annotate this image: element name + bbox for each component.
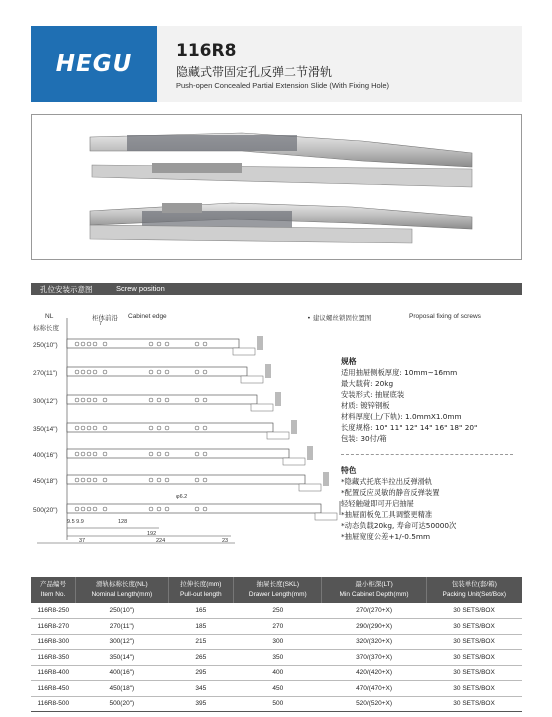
table-cell: 30 SETS/BOX: [426, 603, 522, 619]
dim-9: 9.5 9.9: [67, 519, 84, 525]
table-cell: 30 SETS/BOX: [426, 634, 522, 650]
row-label: 500(20"): [33, 507, 58, 514]
cabinet-edge-label-en: Cabinet edge: [128, 313, 167, 320]
rail-outline: [67, 449, 289, 458]
end-bracket: [323, 472, 329, 486]
table-cell: 350: [234, 650, 322, 666]
logo-text: HEGU: [55, 51, 133, 77]
table-row: [31, 665, 522, 681]
table-cell: 116R8-300: [31, 634, 76, 650]
section-header-bar: [31, 283, 522, 295]
table-cell: 270/(270+X): [322, 603, 426, 619]
table-cell: 116R8-250: [31, 603, 76, 619]
rail-extension: [299, 484, 321, 491]
feature-line: *抽屉宽度公差+1/-0.5mm: [341, 532, 431, 541]
screw-position-diagram: [31, 300, 341, 550]
rail-outline: [67, 504, 321, 513]
table-cell: 185: [168, 619, 234, 635]
column-header: 滑轨标称长度(NL) Nominal Length(mm): [76, 577, 168, 603]
product-photo: [31, 114, 522, 260]
slide-rails-illustration: [32, 115, 521, 259]
table-row: [31, 696, 522, 712]
table-cell: 400: [234, 665, 322, 681]
table-cell: 500(20"): [76, 696, 168, 712]
feature-line: *隐藏式托底半拉出反弹滑轨: [341, 477, 433, 486]
dim-37: 37: [79, 538, 86, 544]
section-title-en: Screw position: [116, 284, 165, 293]
column-header: 最小柜深(LT) Min Cabinet Depth(mm): [322, 577, 426, 603]
table-row: [31, 650, 522, 666]
table-cell: 520/(520+X): [322, 696, 426, 712]
table-cell: 30 SETS/BOX: [426, 681, 522, 697]
brand-logo: [31, 26, 157, 102]
row-label: 300(12"): [33, 398, 58, 405]
table-cell: 30 SETS/BOX: [426, 650, 522, 666]
table-cell: 30 SETS/BOX: [426, 619, 522, 635]
table-cell: 116R8-500: [31, 696, 76, 712]
cabinet-edge-label-cn: 柜体前沿: [92, 314, 118, 322]
feature-line: 轻轻触碰即可开启抽屉: [341, 499, 414, 508]
table-cell: 116R8-270: [31, 619, 76, 635]
spec-line: 安装形式: 抽屉底装: [341, 390, 405, 399]
screw-note-en: Proposal fixing of screws: [409, 313, 481, 320]
table-cell: 370/(370+X): [322, 650, 426, 666]
end-bracket: [307, 446, 313, 460]
table-row: [31, 681, 522, 697]
table-cell: 350(14"): [76, 650, 168, 666]
table-cell: 400(16"): [76, 665, 168, 681]
dim-hole: φ6.2: [176, 494, 188, 500]
row-label: 250(10"): [33, 342, 58, 349]
dim-128: 128: [118, 519, 128, 525]
table-header-row: [31, 577, 522, 603]
table-cell: 116R8-400: [31, 665, 76, 681]
feature-line: *动态负载20kg, 寿命可达50000次: [341, 521, 457, 530]
table-cell: 250(10"): [76, 603, 168, 619]
model-number: 116R8: [176, 41, 237, 61]
table-cell: 300: [234, 634, 322, 650]
product-title-cn: 隐藏式带固定孔反弹二节滑轨: [176, 65, 333, 79]
table-cell: 270(11"): [76, 619, 168, 635]
end-bracket: [265, 364, 271, 378]
spec-line: 长度规格: 10" 11" 12" 14" 16" 18" 20": [341, 423, 478, 432]
rail-extension: [283, 458, 305, 465]
table-row: [31, 619, 522, 635]
table-cell: 215: [168, 634, 234, 650]
column-header: 抽屉长度(SKL) Drawer Length(mm): [234, 577, 322, 603]
rail-extension: [233, 348, 255, 355]
nl-label: NL: [45, 313, 54, 320]
table-cell: 295: [168, 665, 234, 681]
row-label: 400(16"): [33, 452, 58, 459]
divider: [341, 454, 513, 455]
spec-line: 材质: 镀锌钢板: [341, 401, 390, 410]
row-label: 350(14"): [33, 426, 58, 433]
table-cell: 395: [168, 696, 234, 712]
table-cell: 300(12"): [76, 634, 168, 650]
table-cell: 30 SETS/BOX: [426, 665, 522, 681]
table-row: [31, 603, 522, 619]
spec-line: 最大载荷: 20kg: [341, 379, 394, 388]
spec-line: 适用抽屉侧板厚度: 10mm~16mm: [341, 368, 458, 377]
section-title-cn: 孔位安装示意图: [40, 285, 93, 294]
screw-note-cn: • 建议螺丝锁固位置图: [307, 314, 372, 322]
table-cell: 30 SETS/BOX: [426, 696, 522, 712]
dim-192: 192: [147, 531, 157, 537]
table-cell: 470/(470+X): [322, 681, 426, 697]
rail-extension: [241, 376, 263, 383]
end-bracket: [275, 392, 281, 406]
table-cell: 270: [234, 619, 322, 635]
table-cell: 320/(320+X): [322, 634, 426, 650]
spec-line: 材料厚度(上/下轨): 1.0mmX1.0mm: [341, 412, 462, 421]
product-title-en: Push-open Concealed Partial Extension Slide (With Fixing Hole): [176, 81, 390, 90]
row-label: 270(11"): [33, 370, 58, 377]
dim-7: 7: [99, 321, 103, 327]
table-cell: 165: [168, 603, 234, 619]
rail-outline: [67, 475, 305, 484]
spec-line: 包装: 30付/箱: [341, 434, 387, 443]
table-cell: 500: [234, 696, 322, 712]
feature-line: *配置反应灵敏的静音反弹装置: [341, 488, 440, 497]
rail-extension: [251, 404, 273, 411]
table-cell: 450: [234, 681, 322, 697]
table-cell: 290/(290+X): [322, 619, 426, 635]
table-cell: 265: [168, 650, 234, 666]
table-cell: 116R8-350: [31, 650, 76, 666]
table-cell: 420/(420+X): [322, 665, 426, 681]
rail-extension: [315, 513, 337, 520]
end-bracket: [257, 336, 263, 350]
rail-outline: [67, 423, 273, 432]
rail-extension: [267, 432, 289, 439]
nl-label-cn: 标称长度: [33, 325, 59, 332]
spec-table: [31, 577, 522, 712]
column-header: 拉伸长度(mm) Pull-out length: [168, 577, 234, 603]
end-bracket: [291, 420, 297, 434]
rail-outline: [67, 395, 257, 404]
row-label: 450(18"): [33, 478, 58, 485]
specs-title: 规格: [341, 357, 357, 366]
dim-224: 224: [156, 538, 166, 544]
table-cell: 450(18"): [76, 681, 168, 697]
table-cell: 250: [234, 603, 322, 619]
table-cell: 116R8-450: [31, 681, 76, 697]
table-cell: 345: [168, 681, 234, 697]
table-row: [31, 634, 522, 650]
column-header: 产品编号 Item No.: [31, 577, 76, 603]
dim-23: 23: [222, 538, 229, 544]
feature-line: *抽屉面板免工具调整更精准: [341, 510, 433, 519]
column-header: 包装单位(套/箱) Packing Unit(Set/Box): [426, 577, 522, 603]
features-title: 特色: [341, 466, 357, 475]
